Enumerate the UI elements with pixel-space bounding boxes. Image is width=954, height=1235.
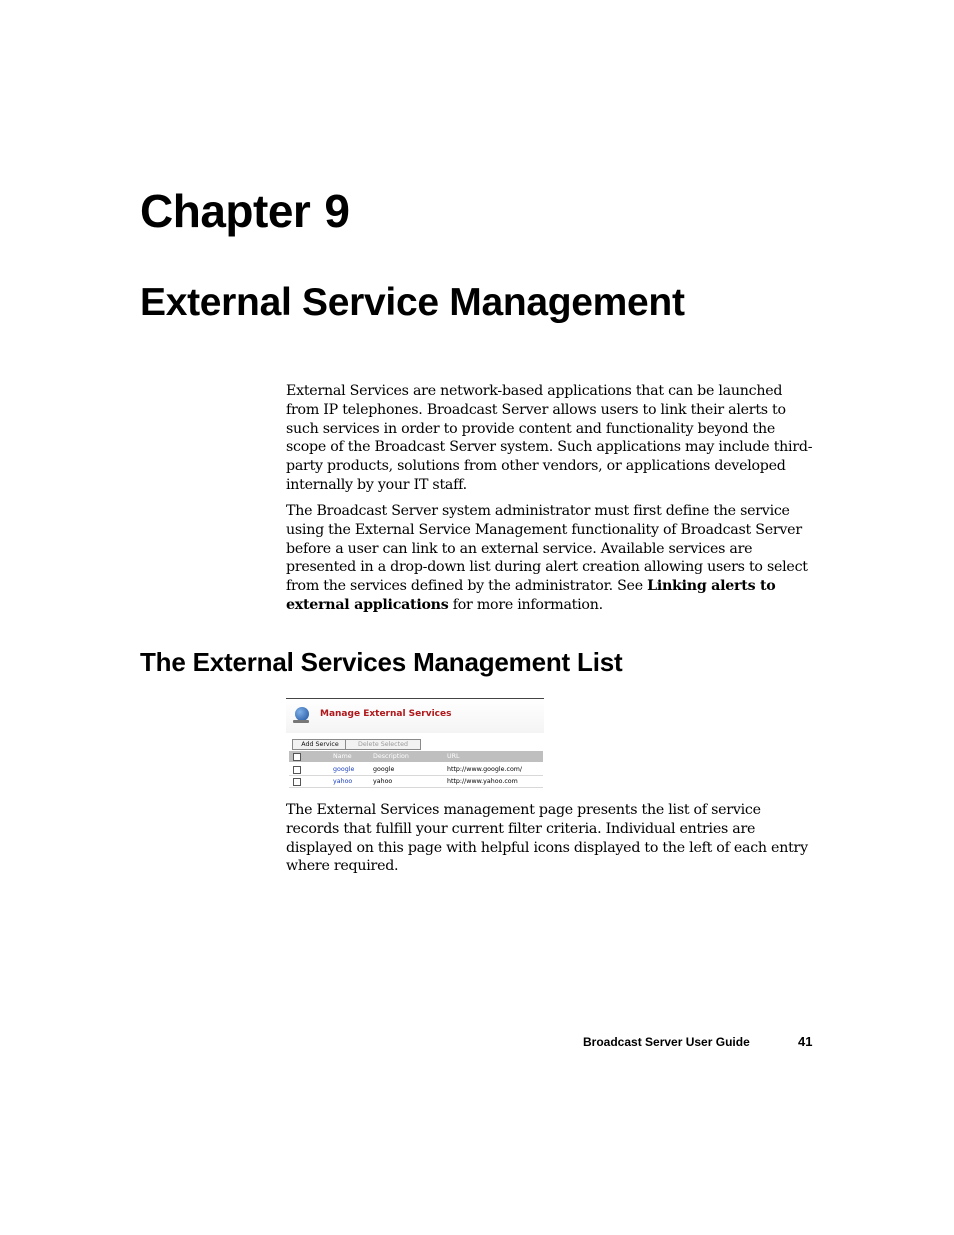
screenshot-title: Manage External Services — [320, 709, 452, 719]
add-service-button[interactable]: Add Service — [292, 739, 348, 750]
column-header-name[interactable]: Name — [333, 753, 352, 760]
service-name-link[interactable]: google — [333, 766, 355, 773]
row-checkbox[interactable] — [293, 778, 301, 786]
service-url: http://www.yahoo.com — [447, 778, 518, 785]
service-name-link[interactable]: yahoo — [333, 778, 353, 785]
chapter-label — [140, 183, 349, 239]
select-all-checkbox[interactable] — [293, 753, 301, 761]
section-paragraph-text: The External Services management page presents the list of service records that fulfill your current filter criteria. Individual entries are displayed on this page with helpful icons displayed to the left of each entry where required. — [286, 802, 808, 875]
intro-paragraph-2-tail: for more information. — [448, 596, 603, 613]
table-row — [289, 764, 543, 776]
table-header — [289, 751, 543, 762]
delete-selected-button[interactable]: Delete Selected — [345, 739, 421, 750]
section-heading: The External Services Management List — [140, 647, 623, 677]
service-url: http://www.google.com/ — [447, 766, 523, 773]
chapter-number: 9 — [324, 185, 350, 237]
chapter-word: Chapter — [140, 185, 311, 237]
intro-paragraph-2-text: The Broadcast Server system administrator must first define the service using the External Service Management functionality of Broadcast Server before a user can link to an external service. Available services are presented in a drop-down list during alert creation allowing users to select from the services defined by the administrator. See — [286, 503, 808, 595]
intro-paragraph-1-text: External Services are network-based applications that can be launched from IP telephones. Broadcast Server allows users to link their alerts to such services in order to provide content and functionality beyond the scope of the Broadcast Server system. Such applications may include third-party products, solutions from other vendors, or applications developed internally by your IT staff. — [286, 383, 813, 493]
manage-external-services-screenshot — [286, 698, 544, 789]
chapter-title: External Service Management — [140, 281, 685, 324]
globe-stand-icon — [293, 720, 309, 723]
column-header-description[interactable]: Description — [373, 753, 409, 760]
screenshot-header — [286, 699, 544, 733]
table-row — [289, 776, 543, 788]
intro-paragraph-2 — [286, 502, 816, 615]
cross-reference-link[interactable]: Linking alerts to external applications — [286, 578, 776, 613]
column-header-url[interactable]: URL — [447, 753, 460, 760]
row-checkbox[interactable] — [293, 766, 301, 774]
footer-title: Broadcast Server User Guide — [583, 1035, 750, 1049]
service-description: google — [373, 766, 395, 773]
intro-paragraph-1 — [286, 382, 816, 495]
page-number: 41 — [798, 1034, 813, 1049]
service-description: yahoo — [373, 778, 393, 785]
section-paragraph — [286, 801, 816, 876]
globe-icon — [295, 707, 309, 721]
